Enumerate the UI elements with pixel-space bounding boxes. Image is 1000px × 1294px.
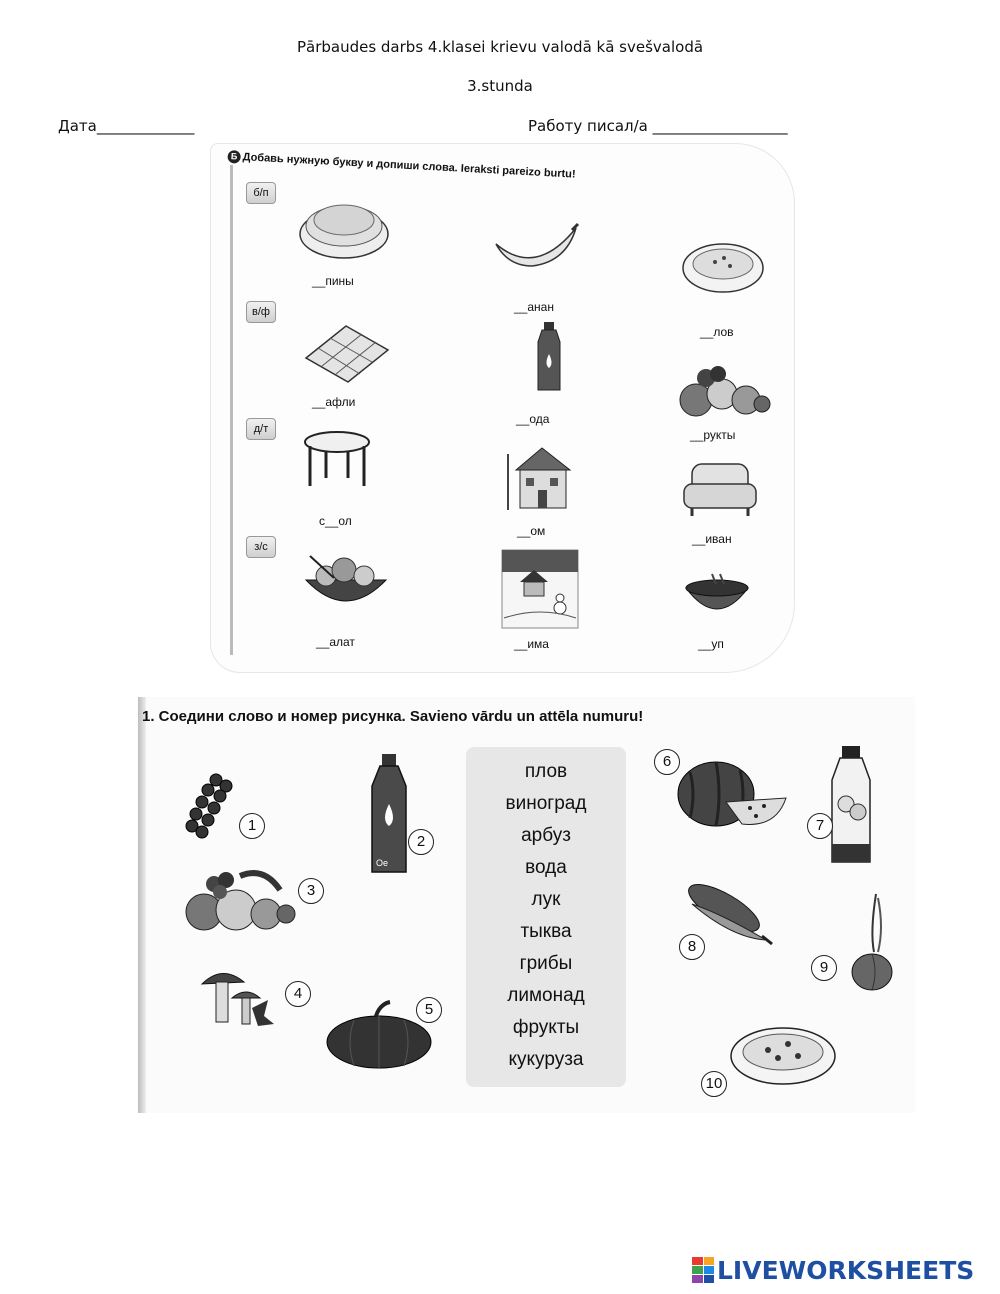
- salad-icon: [300, 552, 392, 620]
- exercise2-instruction: 1. Соедини слово и номер рисунка. Savieno vārdu un attēla numuru!: [142, 708, 644, 725]
- picture-number: 2: [408, 829, 434, 855]
- fruits-icon: [184, 866, 296, 940]
- letter-pair-tab: д/т: [246, 418, 276, 440]
- letter-pair-tab: б/п: [246, 182, 276, 204]
- house-icon: [502, 440, 578, 512]
- picture-number: 6: [654, 749, 680, 775]
- sofa-icon: [682, 456, 758, 520]
- blank-word[interactable]: __анан: [514, 300, 554, 314]
- picture-number: 3: [298, 878, 324, 904]
- blank-word[interactable]: __иван: [692, 532, 732, 546]
- watermelon-icon: [676, 758, 788, 830]
- picture-number: 8: [679, 934, 705, 960]
- word-bank-item: тыква: [520, 921, 572, 942]
- author-field[interactable]: Работу писал/а __________________: [528, 117, 788, 135]
- pilaf-icon: [728, 1022, 838, 1090]
- blank-word[interactable]: с__ол: [319, 514, 352, 528]
- fruits-icon: [676, 364, 772, 420]
- picture-number: 1: [239, 813, 265, 839]
- blank-word[interactable]: __алат: [316, 635, 355, 649]
- water-bottle-icon: [366, 752, 412, 878]
- word-bank-item: грибы: [519, 953, 573, 974]
- blank-word[interactable]: __уп: [698, 637, 724, 651]
- word-bank-item: фрукты: [512, 1017, 580, 1038]
- worksheet-title: Pārbaudes darbs 4.klasei krievu valodā kā svešvalodā: [296, 38, 704, 56]
- onion-icon: [848, 892, 896, 996]
- picture-number: 4: [285, 981, 311, 1007]
- word-bank-item: лук: [531, 889, 561, 910]
- word-bank-item: кукуруза: [508, 1049, 584, 1070]
- exercise1-instruction-text: Добавь нужную букву и допиши слова. Ieraksti pareizo burtu!: [242, 151, 576, 181]
- blank-word[interactable]: __лов: [700, 325, 734, 339]
- grapes-icon: [180, 768, 236, 842]
- picture-number: 10: [701, 1071, 727, 1097]
- blank-word[interactable]: __рукты: [690, 428, 736, 442]
- pancakes-icon: [298, 190, 390, 262]
- bottle-label: Ое: [376, 858, 389, 868]
- table-icon: [302, 430, 372, 492]
- letter-pair-tab: з/с: [246, 536, 276, 558]
- word-bank-item: лимонад: [507, 985, 585, 1006]
- waffles-icon: [296, 318, 392, 388]
- blank-word[interactable]: __ода: [516, 412, 550, 426]
- lemonade-bottle-icon: [828, 744, 874, 866]
- blank-word[interactable]: __пины: [312, 274, 354, 288]
- picture-number: 7: [807, 813, 833, 839]
- soup-icon: [682, 572, 752, 624]
- lesson-label: 3.stunda: [467, 77, 533, 95]
- picture-number: 5: [416, 997, 442, 1023]
- scan-edge: [230, 165, 233, 655]
- word-bank-item: арбуз: [521, 825, 571, 846]
- logo-text: LIVEWORKSHEETS: [717, 1255, 975, 1285]
- blank-word[interactable]: __ом: [517, 524, 546, 538]
- word-bank-item: плов: [524, 761, 568, 782]
- date-field[interactable]: Дата_____________: [58, 117, 195, 135]
- picture-number: 9: [811, 955, 837, 981]
- water-bottle-icon: [534, 320, 564, 392]
- exercise-marker: Б: [227, 150, 241, 164]
- word-bank-item: вода: [525, 857, 567, 878]
- word-bank-item: виноград: [505, 793, 587, 814]
- logo-mark-icon: [692, 1257, 714, 1283]
- liveworksheets-logo: [692, 1255, 974, 1285]
- letter-pair-tab: в/ф: [246, 301, 276, 323]
- scan-edge: [138, 697, 146, 1113]
- blank-word[interactable]: __афли: [312, 395, 356, 409]
- banana-icon: [492, 222, 580, 274]
- pilaf-icon: [680, 238, 766, 300]
- mushrooms-icon: [198, 964, 278, 1036]
- blank-word[interactable]: __има: [514, 637, 549, 651]
- winter-scene-icon: [500, 548, 580, 630]
